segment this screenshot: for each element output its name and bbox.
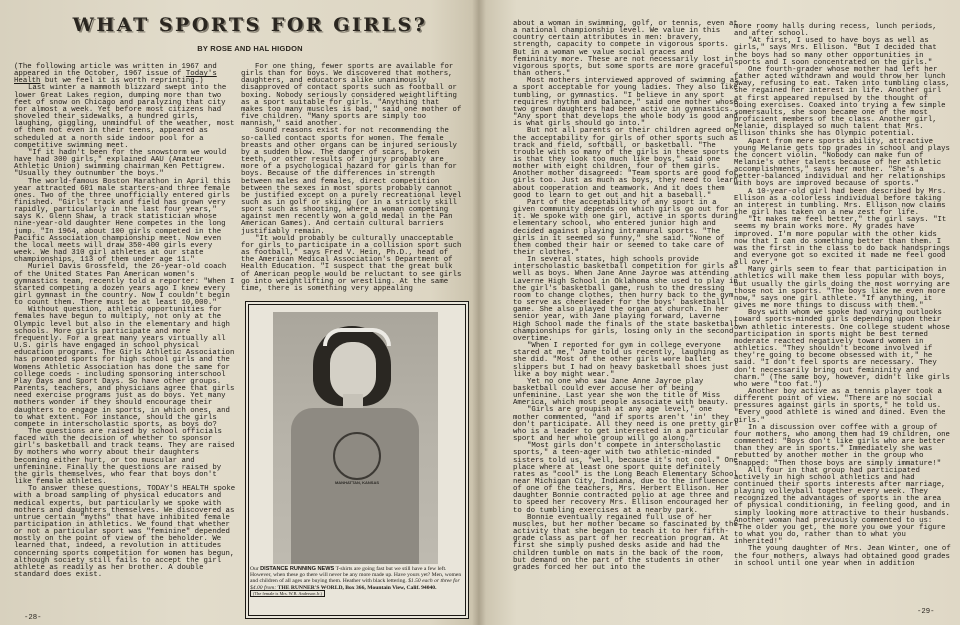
photo-caption — [250, 566, 462, 597]
paragraph: "Girls are groupish at any age level," one mother commented, "and if sports aren't 'in' they don't participate. All they need is one pretty girl who is a leader to get interested in a particular sport and her whole group will go along." — [513, 406, 738, 444]
caption-model-note: (The female is Mrs. W.B. Anderson Jr.) — [250, 590, 325, 597]
paragraph: But not all parents or their children agreed on the acceptability for girls of other sports such as track and field, softball, or basketball. "The trouble with so many of the girls in these sports is that they look too much like boys," said one mother with eight children, four of them girls. Another mother disagreed: "Team sports are good for girls too. Just as much as boys, they need to learn about cooperation and teamwork. And it does them good to learn to get out and hit a baseball." — [513, 127, 738, 200]
paragraph: Another boy active as a tennis player took a different point of view. "There are no social pressures against girls in sports," he told us. "Every good athlete is wined and dined. Even the girls." — [734, 387, 946, 425]
caption-body: T-shirts are going fast but we still have a few left. However, when these go there will never be any more made up. Have yours yet? Men, women and children of all ages are buying them. Heather with black lettering. — [250, 566, 462, 585]
caption-product-name: DISTANCE RUNNING NEWS — [260, 566, 335, 572]
article-byline: BY ROSE AND HAL HIGDON — [197, 44, 303, 53]
globe-logo-icon — [333, 432, 381, 480]
page-number-left: -28- — [24, 614, 42, 622]
caption-from: from: — [262, 584, 278, 591]
publication-name: Today's Health — [14, 70, 217, 86]
paragraph: In a discussion over coffee with a group of four mothers, who among them had 19 children, one commented: "Boys don't like girls who are better than they are in sports." Immediately she was rebutted by another mother in the group who snapped: "Then those boys are simply immature!" — [734, 423, 950, 468]
paragraph: "At first, I used to have boys as well as girls," says Mrs. Ellison. "But I decided that the boys had so many other opportunities in sports and I soon concentrated on the girls." — [734, 37, 937, 67]
paragraph: The questions are raised by school officials faced with the decision of whether to sponsor girl's basketball and track teams. They are raised by mothers who worry about their daughters becoming either hurt, or too muscular and unfeminine. Finally the questions are raised by the girls themselves, who fear that boys don't like female athletes. — [14, 427, 235, 487]
paragraph: Part of the acceptability of any sport in a given community depends on which girls go out for it. We spoke with one girl, active in sports during elementary school, who entered junior high and decided against playing intramural sports. "The girls in it seemed so funny," she said. "None of them combed their hair or seemed to take care of their clothes." — [513, 198, 738, 257]
text-column-1 — [14, 64, 236, 579]
paragraph: The young daughter of Mrs. Jean Winter, one of the four mothers, always had obtained good grades in school until one year when in addition — [734, 545, 951, 568]
paragraph: To answer these questions, TODAY'S HEALTH spoke with a broad sampling of physical educators and medical experts, but particularly we spoke with mothers and daughters themselves. We discovered as untrue certain "myths" that have inhibited female participation in athletics. We found that whether or not a particular sport was "feminine" depended mostly on the point of view of the beholder. We learned that, indeed, a revolution in attitudes concerning sports competition for women has begun, although society still fails to accept the girl athlete as readily as her brother. A double standard does exist. — [14, 485, 236, 580]
paragraph: One fourth-grader whose mother had left her father acted withdrawn and would throw her lunch away, refusing to eat. Taken into tumbling class, she regained her interest in life. Another girl at first appeared repulsed by the thought of doing exercises. Coaxed into trying a few simple somersaults, she soon became one of the most proficient members of the class. Another girl, Melanie, displayed so much talent that Mrs. Ellison thinks she has Olympic potential. — [734, 65, 950, 139]
paragraph: about a woman in swimming, golf, or tennis, even at a national championship level. We value in this country certain attributes in men: bravery, strength, capacity to compete in vigorous sports. But in a woman we value social graces and femininity more. These are not necessarily lost in vigorous sports, but some sports are more graceful than others." — [513, 20, 738, 79]
editor-note-text: (The following article was written in 1967 and appeared in the October, 1967 issue of — [14, 63, 217, 79]
paragraph: Yet no one who saw Jane Anne Jayroe play basketball could ever accuse her of being unfeminine. Last year she won the title of Miss America, which most people associate with beauty. — [513, 377, 729, 408]
paragraph: Sound reasons exist for not recommending the so-called contact sports for women. The female breasts and other organs can be injured seriously by a sudden blow. The danger of scars, broken teeth, or other results of injury probably are more of a psychological hazard for girls than for boys. Because of the differences in strength between males and females, direct competition between the sexes in most sports probably cannot be justified except on a purely recreational level such as in golf or skiing (or in a strictly skill sport such as shooting, where a woman competing against men recently won a gold medal in the Pan American Games). And certain cultural barriers justifiably remain. — [241, 127, 462, 236]
paragraph: Boys with whom we spoke had varying outlooks toward sports-minded girls depending upon their own athletic interests. One college student whose participation in sports might be best termed moderate reacted negatively toward women in athletics. "They shouldn't become involved if they're going to become obsessed with it," he said. "I don't feel sports are necessary. They don't necessarily bring out femininity and charm." (The same boy, however, didn't like girls who were "too fat.") — [734, 309, 950, 389]
paragraph: All four in that group had participated actively in high school athletics and had continued their sports interests after marriage, playing volleyball together every week. They recognized the advantages of sports in the area of physical conditioning, in feeling good, and in simply looking more attractive to their husbands. Another woman had previously commented to us: "The older you get, the more you owe your figure to what you do, rather than to what you inherited!" — [734, 466, 950, 547]
left-page — [0, 0, 478, 625]
editor-note — [14, 64, 236, 85]
tshirt-print-text: MANHATTAN, KANSAS — [334, 480, 380, 485]
caption-lead: Our — [250, 566, 261, 572]
paragraph: Bonnie eventually regained full use of her muscles, but her mother became so fascinated by the activity that she began to teach it to her fifth-grade class as part of her recreation program. At first she simply pushed desks aside and had the children tumble on mats in the back of the room, but demand on the part of the students in other grades forced her out into the — [513, 513, 738, 572]
editor-note-text-end: but we feel it is worth reprinting.) — [40, 77, 204, 86]
paragraph: "It would probably be culturally unacceptable for girls to participate in a collision sport such as football," says Fred V. Hein, Ph.D., head of the American Medical Association's Department of Health Education. "I suspect that the great bulk of American people would be reluctant to see girls go into weightlifting or wrestling. At the same time, there is something very appealing — [241, 234, 462, 293]
paragraph: Most mothers interviewed approved of swimming as a sport acceptable for young ladies. They also like tumbling, or gymnastics. "I believe in any sport requires rhythm and balance," said one mother whose two grown daughters had been active in gymnastics. "Any sport that develops the whole body is good and is what girls should go into." — [513, 77, 739, 129]
photo-advertisement-box — [245, 301, 469, 619]
paragraph: Many girls seem to fear that participation in athletics will make them less popular with boys, but usually the girls doing the most worrying are those not in sports. "The boys like me even more now," says one girl athlete. "If anything, it gives me more things to discuss with them." — [734, 266, 950, 311]
paragraph: The world-famous Boston Marathon in April this year attracted 601 male starters-and three female ones. Two of the three unofficially entered girls finished. "Girls' track and field has grown very rapidly, particularly in the last four years," says K. Glenn Shaw, a track statistician whose nine-year-old daughter Hene competes in the long jump. "In 1964, about 100 girls competed in the Pacific Association championship meet. Now even the local meets will draw 350-400 girls every week. We had 310 girl athletes at our state championships, 113 of them under age 11." — [14, 177, 231, 265]
paragraph: "When I reported for gym in college everyone stared at me," Jane told us recently, laughing as she did. "Most of the other girls wore ballet slippers but I had on heavy basketball shoes just like a boy might wear." — [513, 342, 729, 379]
article-title: WHAT SPORTS FOR GIRLS? — [72, 14, 428, 36]
paragraph: "If it hadn't been for the snowstorm we would have had 300 girls," explained AAU (Amateur Athletic Union) swimming chairman Ken Pettigrew. "Usually they outnumber the boys." — [14, 148, 227, 179]
paragraph: "Most girls don't compete in interscholastic sports," a teen-ager with two athletic-minded sisters told us, "well, because it's not cool." One place where at least one sport quite definitely rates as "cool" is the Long Beach Elementary School near Michigan City, Indiana, due to the influence of one of the teachers, Mrs. Herbert Ellison. Her daughter Bonnie contracted polio at age three and to speed her recovery Mrs. Ellison encouraged her to do tumbling exercises at a nearby park. — [513, 442, 738, 515]
paragraph: Last winter a mammoth blizzard swept into the lower Great Lakes region, dumping more than two feet of snow on Chicago and paralyzing that city for almost a week. Yet before most citizens had shoveled their sidewalks, a hundred girls, laughing, giggling, unmindful of the weather, most of them not even in their teens, appeared as scheduled at a north side indoor pool for a competitive swimming meet. — [14, 84, 235, 150]
text-column-3 — [513, 21, 741, 572]
page-number-right: -29- — [917, 608, 935, 616]
paragraph: In several states, high schools provide interscholastic basketball competition for girls as well as boys. When Jane Anne Jayroe was attending Laverne High School in Oklahoma she used to play in the girl's basketball game, rush to the dressing room to change clothes, then hurry back to the gym to serve as cheerleader for the boys' basketball game. She also played the organ at church. In her senior year, with Jane playing forward, Laverne High School made the finals of the state basketball championships for girls, losing only in the second overtime. — [513, 256, 738, 343]
photo-girl-in-tshirt — [273, 312, 438, 564]
spine-gutter — [472, 0, 486, 625]
paragraph: "It makes me feel better," the girl says. "It seems my brain works more. My grades have improved. I'm more popular with the other kids now that I can do something better than them. I was the first in the class to do back handsprings and everyone got so excited it made me feel good all over." — [734, 216, 950, 268]
paragraph: A 10-year-old girl had been described by Mrs. Ellison as a colorless individual before taking an interest in tumbling. Mrs. Ellison now claims the girl has taken on a new zest for life. — [734, 187, 947, 218]
caption-address: THE RUNNER'S WORLD, Box 366, Mountain View, Calif. 94040. — [277, 584, 437, 591]
paragraph: Apart from mere sports ability, attractive young Melanie gets top grades in school and plays the concert violin. "Nobody can make fun of Melanie's other talents because of her athletic accomplishments," says her mother. "She's a better-balanced individual and her relationships with boys are improved because of sports." — [734, 137, 950, 189]
paragraph: For one thing, fewer sports are available for girls than for boys. We discovered that mothers, daughters, and educators alike unanimously disapproved of contact sports such as football or boxing. Nobody seriously considered weightlifting as a sport suitable for girls. "Anything that makes too many muscles is bad," said one mother of five children. "Many sports are simply too mannish," said another. — [241, 63, 462, 129]
photo-face — [330, 342, 376, 400]
text-column-4 — [734, 24, 952, 568]
caption-price: $1.50 each or three for $4.00 — [250, 578, 460, 591]
photo-headband — [323, 328, 391, 346]
paragraph: more roomy halls during recess, lunch periods, and after school. — [734, 23, 937, 39]
paragraph: Muriel Davis Grossfeld, the 26-year-old coach of the United States Pan American women's gymnastics team, recently told a reporter: "When I started competing a dozen years ago I knew every girl gymnast in the country. Now I couldn't begin to count them. There must be at least 10,000." — [14, 263, 235, 308]
paragraph: Without question, athletic opportunities for females have begun to multiply, not only at the Olympic level but also in the elementary and high schools. More girls participate and more frequently. For a great many years virtually all U.S. girls have engaged in school physical education programs. The Girls Athletic Association has promoted sports for high school girls and the Womens Athletic Association has done the same for college coeds - including sponsoring interschool Play Days and Sport Days. So have other groups. Parents, teachers, and physicians agree that girls need exercise programs just as do boys. Yet many mothers wonder if they should encourage their daughters to engage in sports, in which ones, and to what extent. For instance, should the girls compete in interscholastic sports, as boys do? — [14, 306, 235, 429]
text-column-2 — [241, 64, 465, 293]
